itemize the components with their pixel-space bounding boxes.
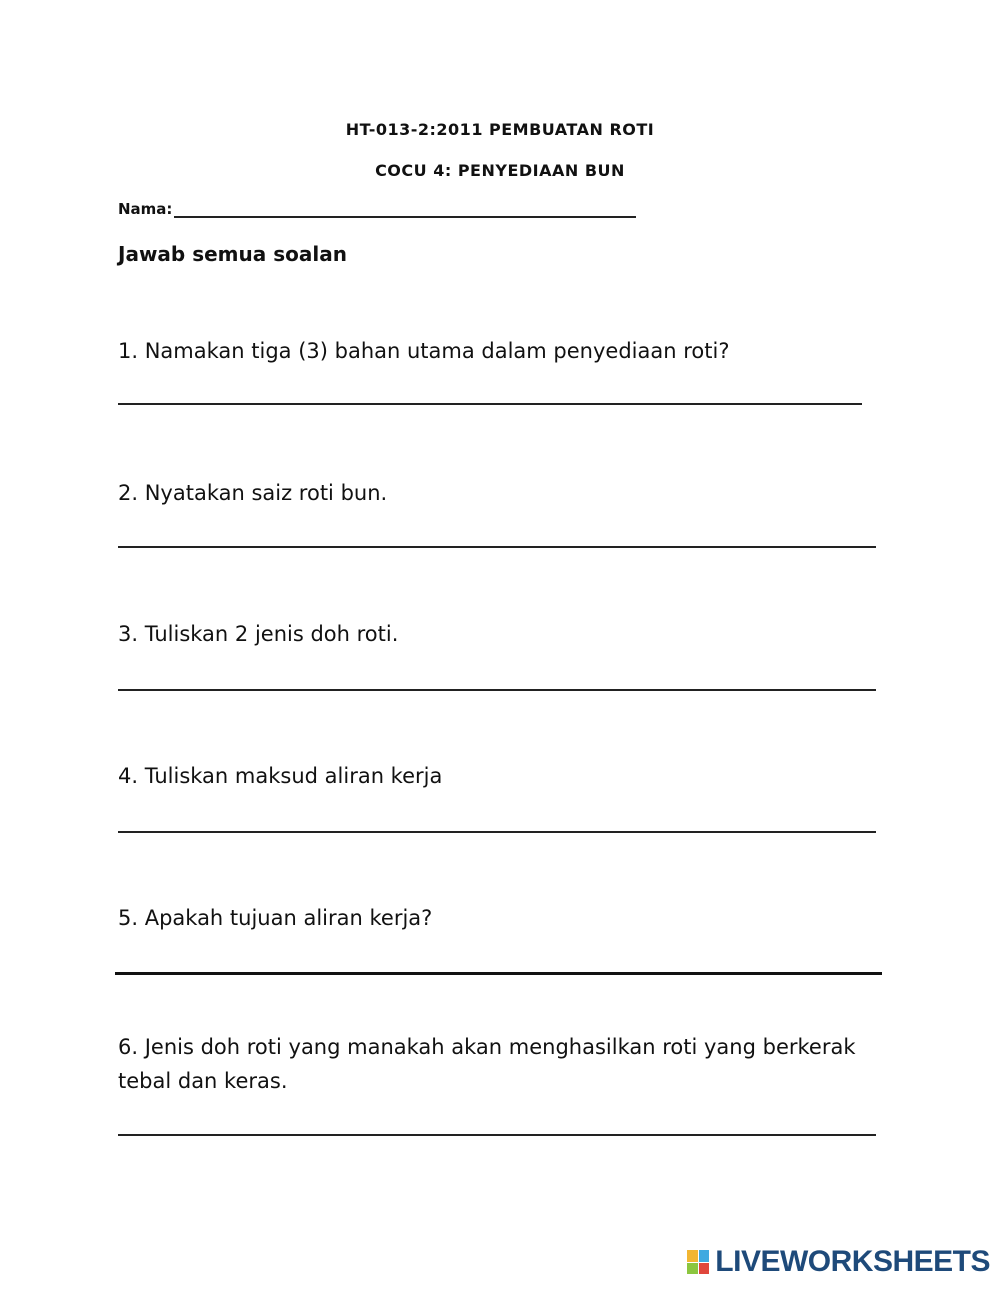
answer-line-4[interactable]: [118, 831, 876, 833]
answer-line-1[interactable]: [118, 403, 862, 405]
name-input-line[interactable]: [174, 201, 636, 218]
name-row: [118, 200, 636, 218]
liveworksheets-logo-icon: [687, 1250, 709, 1274]
name-label: Nama:: [118, 200, 173, 218]
brand-name: LIVEWORKSHEETS: [715, 1245, 990, 1278]
question-3: 3. Tuliskan 2 jenis doh roti.: [118, 622, 399, 646]
answer-line-5[interactable]: [115, 972, 882, 975]
instruction-text: Jawab semua soalan: [118, 242, 347, 266]
worksheet-subtitle: COCU 4: PENYEDIAAN BUN: [375, 161, 625, 180]
worksheet-title: HT-013-2:2011 PEMBUATAN ROTI: [345, 120, 655, 139]
question-6: 6. Jenis doh roti yang manakah akan menghasilkan roti yang berkerak tebal dan keras.: [118, 1035, 856, 1093]
answer-line-2[interactable]: [118, 546, 876, 548]
logo-tile-3: [687, 1263, 698, 1275]
logo-tile-4: [699, 1263, 710, 1275]
logo-tile-2: [699, 1250, 710, 1262]
question-1: 1. Namakan tiga (3) bahan utama dalam penyediaan roti?: [118, 339, 730, 363]
answer-line-3[interactable]: [118, 689, 876, 691]
question-5: 5. Apakah tujuan aliran kerja?: [118, 906, 433, 930]
answer-line-6[interactable]: [118, 1134, 876, 1136]
question-2: 2. Nyatakan saiz roti bun.: [118, 481, 388, 505]
logo-tile-1: [687, 1250, 698, 1262]
liveworksheets-brand[interactable]: [687, 1245, 990, 1279]
question-4: 4. Tuliskan maksud aliran kerja: [118, 764, 443, 788]
